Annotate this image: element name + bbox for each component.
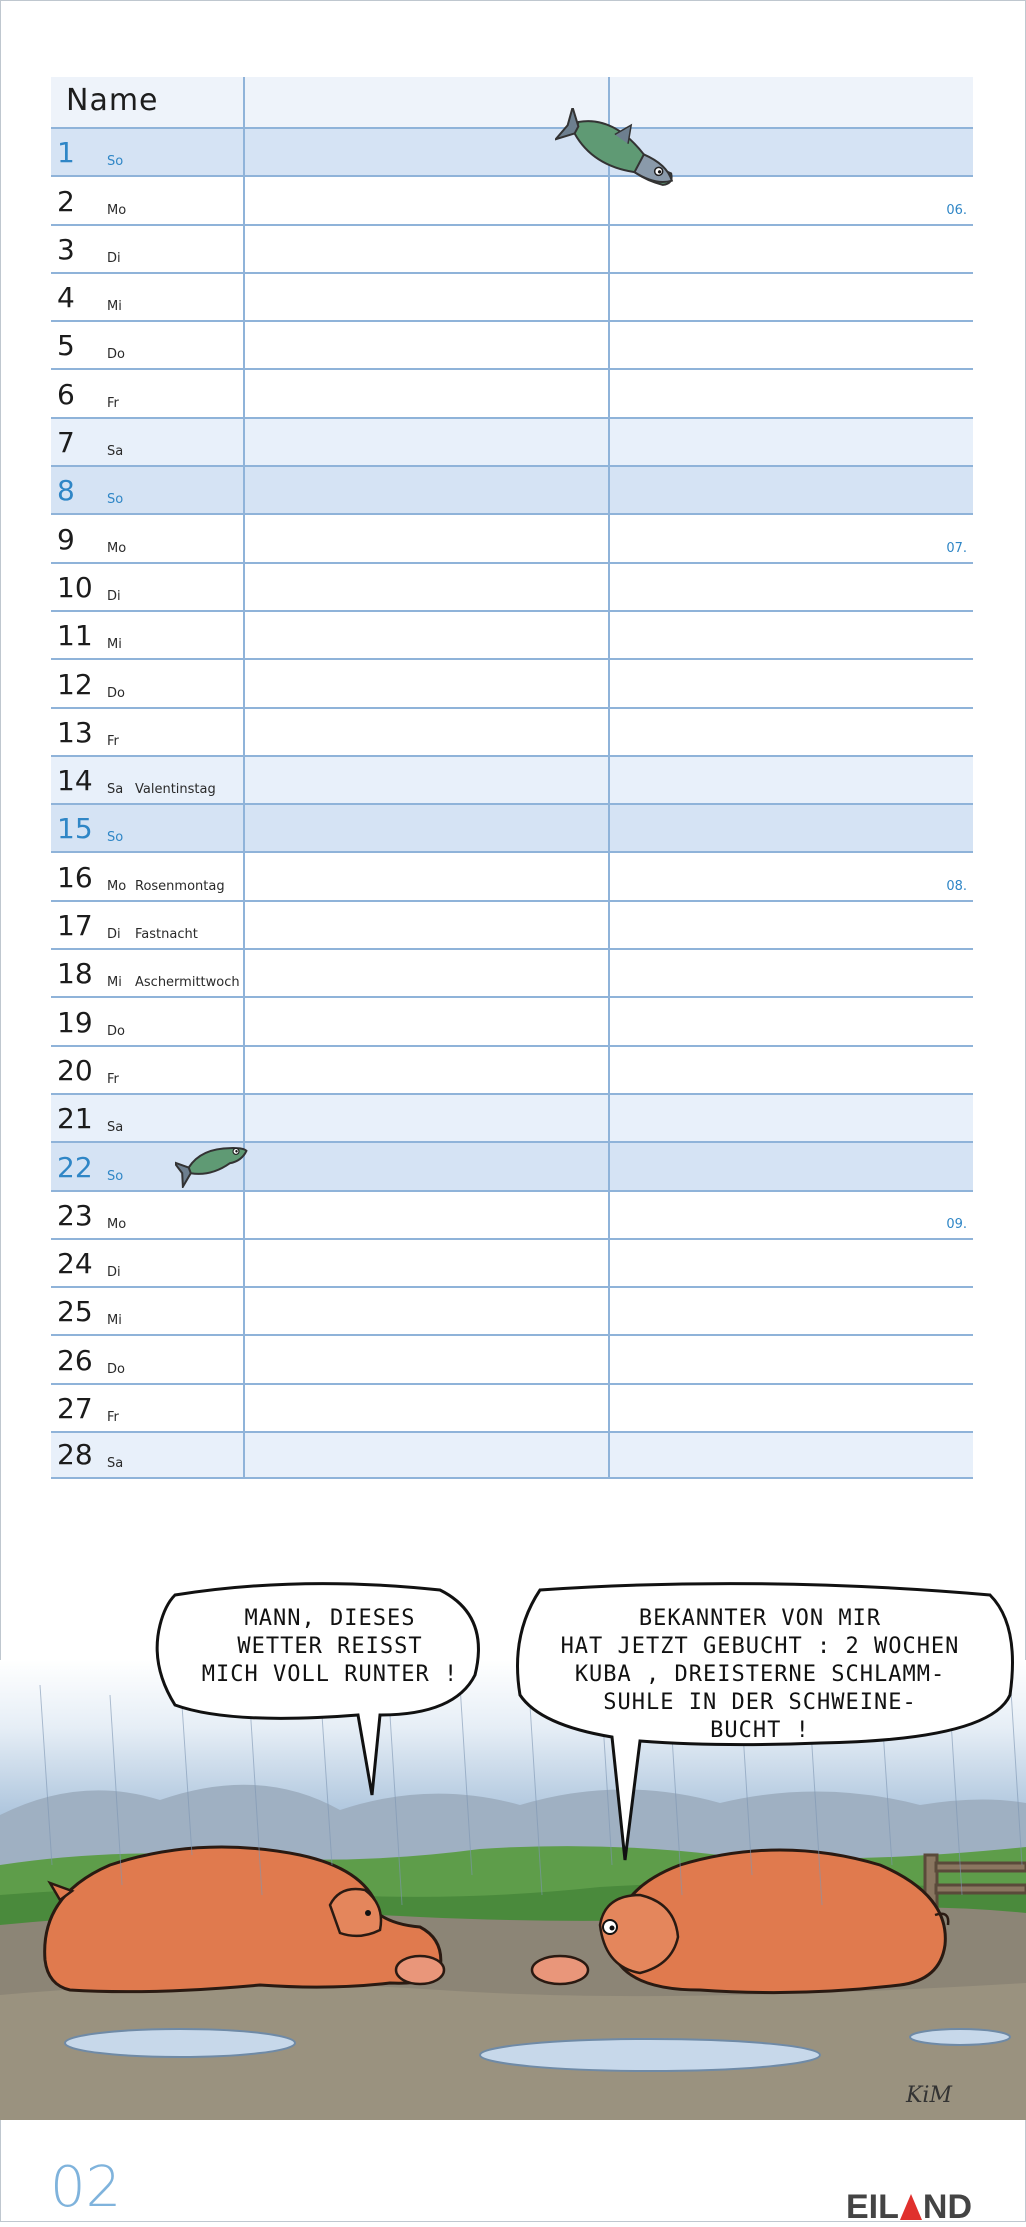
- weekday-abbr: Do: [107, 347, 125, 363]
- column-divider: [608, 419, 610, 465]
- week-number: 08.: [946, 878, 967, 894]
- day-number: 9: [57, 522, 75, 556]
- column-divider: [608, 370, 610, 416]
- day-row: [51, 755, 973, 803]
- day-number: 1: [57, 136, 75, 170]
- column-divider: [608, 902, 610, 948]
- publisher-logo: [846, 2188, 972, 2227]
- day-number: 3: [57, 232, 75, 266]
- column-divider: [243, 226, 245, 272]
- column-divider: [608, 1385, 610, 1431]
- weekday-abbr: So: [107, 492, 124, 508]
- day-number: 5: [57, 329, 75, 363]
- speech-line: WETTER REISST: [237, 1634, 423, 1659]
- column-divider: [608, 853, 610, 899]
- day-number: 25: [57, 1295, 93, 1329]
- day-row: [51, 900, 973, 948]
- speech-bubble-left-text: [185, 1605, 475, 1689]
- fish-illustration: [555, 108, 695, 208]
- day-row: [51, 272, 973, 320]
- weekday-abbr: Fr: [107, 1410, 119, 1426]
- column-divider: [243, 322, 245, 368]
- day-row: [51, 948, 973, 996]
- day-number: 7: [57, 426, 75, 460]
- holiday-label: Fastnacht: [135, 927, 198, 943]
- day-number: 28: [57, 1438, 93, 1472]
- column-divider: [608, 515, 610, 561]
- day-row: [51, 465, 973, 513]
- speech-line: MICH VOLL RUNTER !: [201, 1662, 459, 1687]
- column-divider: [243, 177, 245, 223]
- column-divider: [608, 1192, 610, 1238]
- column-divider: [608, 660, 610, 706]
- column-divider: [608, 709, 610, 755]
- weekday-abbr: Sa: [107, 444, 124, 460]
- day-number: 21: [57, 1102, 93, 1136]
- week-number: 09.: [946, 1216, 967, 1232]
- weekday-abbr: Mi: [107, 299, 122, 315]
- day-number: 19: [57, 1005, 93, 1039]
- column-divider: [243, 419, 245, 465]
- calendar-grid: [51, 77, 973, 1479]
- weekday-abbr: Sa: [107, 1456, 124, 1472]
- column-divider: [608, 1047, 610, 1093]
- column-divider: [243, 515, 245, 561]
- day-number: 26: [57, 1343, 93, 1377]
- day-row: [51, 803, 973, 851]
- day-number: 20: [57, 1053, 93, 1087]
- column-divider: [243, 902, 245, 948]
- day-row: [51, 127, 973, 175]
- cartoon-illustration: [0, 1565, 1026, 2120]
- column-divider: [243, 757, 245, 803]
- speech-line: KUBA , DREISTERNE SCHLAMM-: [574, 1662, 946, 1687]
- column-divider: [608, 322, 610, 368]
- column-divider: [608, 1095, 610, 1141]
- column-divider: [608, 274, 610, 320]
- day-number: 24: [57, 1247, 93, 1281]
- triangle-a-icon: [900, 2194, 922, 2220]
- brand-text: ND: [922, 2188, 973, 2226]
- day-row: [51, 707, 973, 755]
- day-row: [51, 996, 973, 1044]
- column-divider: [608, 1240, 610, 1286]
- day-row: [51, 1045, 973, 1093]
- name-label: Name: [66, 83, 159, 118]
- weekday-abbr: Di: [107, 927, 121, 943]
- column-divider: [243, 950, 245, 996]
- holiday-label: Rosenmontag: [135, 878, 225, 894]
- day-number: 18: [57, 957, 93, 991]
- column-divider: [243, 805, 245, 851]
- column-divider: [243, 564, 245, 610]
- day-row: [51, 417, 973, 465]
- day-number: 10: [57, 570, 93, 604]
- weekday-abbr: Fr: [107, 395, 119, 411]
- weekday-abbr: Sa: [107, 782, 124, 798]
- day-number: 14: [57, 764, 93, 798]
- column-divider: [608, 564, 610, 610]
- column-divider: [243, 274, 245, 320]
- weekday-abbr: Mo: [107, 878, 127, 894]
- weekday-abbr: So: [107, 154, 124, 170]
- speech-line: HAT JETZT GEBUCHT : 2 WOCHEN: [560, 1634, 960, 1659]
- column-divider: [608, 998, 610, 1044]
- speech-line: MANN, DIESES: [244, 1606, 416, 1631]
- column-divider: [243, 1047, 245, 1093]
- column-divider: [608, 1288, 610, 1334]
- day-row: [51, 1431, 973, 1479]
- column-divider: [608, 950, 610, 996]
- weekday-abbr: Mo: [107, 202, 127, 218]
- speech-line: SUHLE IN DER SCHWEINE-: [603, 1690, 917, 1715]
- weekday-abbr: Mi: [107, 637, 122, 653]
- day-number: 22: [57, 1150, 93, 1184]
- day-row: [51, 175, 973, 223]
- column-divider: [243, 1192, 245, 1238]
- day-row: [51, 320, 973, 368]
- column-divider: [243, 998, 245, 1044]
- column-divider: [608, 805, 610, 851]
- column-divider: [243, 1240, 245, 1286]
- column-divider: [243, 660, 245, 706]
- holiday-label: Valentinstag: [135, 782, 216, 798]
- day-row: [51, 562, 973, 610]
- day-number: 2: [57, 184, 75, 218]
- month-number: 02: [50, 2155, 122, 2220]
- column-divider: [608, 467, 610, 513]
- day-number: 12: [57, 667, 93, 701]
- day-row: [51, 1383, 973, 1431]
- speech-line: BUCHT !: [710, 1718, 810, 1743]
- weekday-abbr: Sa: [107, 1120, 124, 1136]
- artist-signature: KiM: [906, 2083, 952, 2108]
- column-divider: [243, 370, 245, 416]
- column-divider: [243, 467, 245, 513]
- holiday-label: Aschermittwoch: [135, 975, 240, 991]
- day-number: 23: [57, 1198, 93, 1232]
- column-divider: [243, 1288, 245, 1334]
- weekday-abbr: Fr: [107, 1071, 119, 1087]
- column-divider: [608, 1336, 610, 1382]
- weekday-abbr: Mi: [107, 1313, 122, 1329]
- day-row: [51, 1238, 973, 1286]
- day-number: 4: [57, 281, 75, 315]
- weekday-abbr: So: [107, 1168, 124, 1184]
- day-row: [51, 658, 973, 706]
- day-row: [51, 1190, 973, 1238]
- column-divider: [243, 1433, 245, 1477]
- column-divider: [608, 1433, 610, 1477]
- day-row: [51, 224, 973, 272]
- weekday-abbr: Fr: [107, 733, 119, 749]
- day-row: [51, 368, 973, 416]
- column-divider: [243, 1385, 245, 1431]
- day-row: [51, 851, 973, 899]
- column-divider: [243, 77, 245, 127]
- day-row: [51, 1286, 973, 1334]
- column-divider: [608, 612, 610, 658]
- column-divider: [243, 853, 245, 899]
- day-number: 15: [57, 812, 93, 846]
- weekday-abbr: Di: [107, 250, 121, 266]
- column-divider: [608, 757, 610, 803]
- name-header-row: [51, 77, 973, 127]
- week-number: 07.: [946, 540, 967, 556]
- column-divider: [608, 226, 610, 272]
- weekday-abbr: Mo: [107, 1216, 127, 1232]
- day-number: 8: [57, 474, 75, 508]
- day-number: 11: [57, 619, 93, 653]
- column-divider: [243, 612, 245, 658]
- column-divider: [243, 1336, 245, 1382]
- weekday-abbr: So: [107, 830, 124, 846]
- day-row: [51, 1334, 973, 1382]
- weekday-abbr: Mo: [107, 540, 127, 556]
- column-divider: [608, 1143, 610, 1189]
- day-number: 27: [57, 1392, 93, 1426]
- brand-text: EIL: [846, 2188, 899, 2226]
- speech-line: BEKANNTER VON MIR: [638, 1606, 882, 1631]
- week-number: 06.: [946, 202, 967, 218]
- day-number: 16: [57, 860, 93, 894]
- column-divider: [243, 709, 245, 755]
- weekday-abbr: Di: [107, 588, 121, 604]
- weekday-abbr: Do: [107, 685, 125, 701]
- weekday-abbr: Mi: [107, 975, 122, 991]
- column-divider: [243, 129, 245, 175]
- day-number: 6: [57, 377, 75, 411]
- day-row: [51, 513, 973, 561]
- weekday-abbr: Do: [107, 1361, 125, 1377]
- day-number: 13: [57, 715, 93, 749]
- weekday-abbr: Do: [107, 1023, 125, 1039]
- small-fish-illustration: [175, 1128, 255, 1188]
- day-row: [51, 610, 973, 658]
- weekday-abbr: Di: [107, 1265, 121, 1281]
- speech-bubble-right-text: [535, 1605, 985, 1745]
- day-number: 17: [57, 909, 93, 943]
